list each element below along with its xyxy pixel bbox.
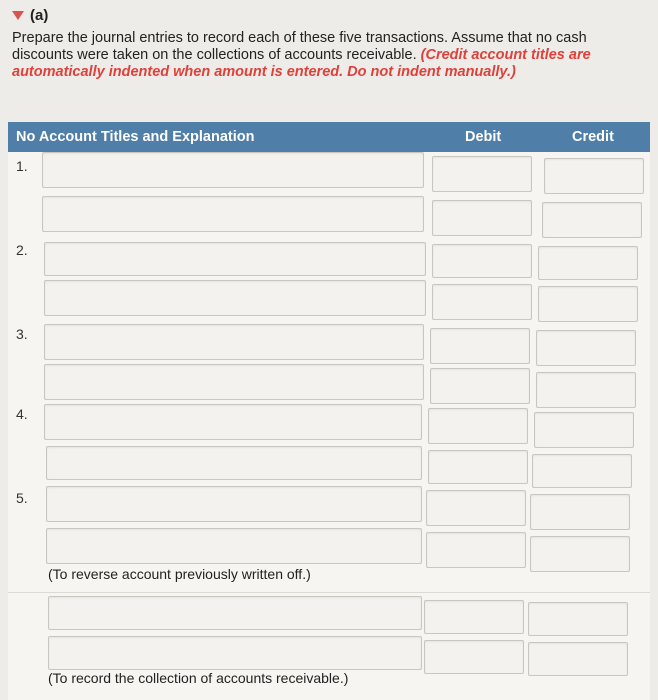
explanation-reverse-write-off: (To reverse account previously written off.) [48, 566, 311, 582]
debit-input-3b[interactable] [430, 368, 530, 404]
account-title-input-4a[interactable] [44, 404, 422, 440]
entry-number-3: 3. [16, 326, 28, 342]
journal-table-header [8, 122, 650, 152]
debit-input-6b[interactable] [424, 640, 524, 674]
entry-number-4: 4. [16, 406, 28, 422]
credit-input-3b[interactable] [536, 372, 636, 408]
credit-input-2a[interactable] [538, 246, 638, 280]
instructions [12, 30, 644, 81]
account-title-input-6b[interactable] [48, 636, 422, 670]
section-label: (a) [30, 6, 49, 24]
entry-number-1: 1. [16, 158, 28, 174]
debit-input-1b[interactable] [432, 200, 532, 236]
debit-input-2b[interactable] [432, 284, 532, 320]
collapse-triangle-icon[interactable] [12, 11, 24, 20]
account-title-input-2b[interactable] [44, 280, 426, 316]
credit-input-3a[interactable] [536, 330, 636, 366]
debit-input-4b[interactable] [428, 450, 528, 484]
debit-input-1a[interactable] [432, 156, 532, 192]
account-title-input-3b[interactable] [44, 364, 424, 400]
debit-input-6a[interactable] [424, 600, 524, 634]
credit-input-5b[interactable] [530, 536, 630, 572]
debit-input-4a[interactable] [428, 408, 528, 444]
indent-note: (Credit account titles are automatically indented when amount is entered. Do not indent manually.) [12, 47, 591, 80]
section-a-toggle[interactable] [12, 4, 644, 26]
debit-input-2a[interactable] [432, 244, 532, 278]
entry-number-2: 2. [16, 242, 28, 258]
account-title-input-5b[interactable] [46, 528, 422, 564]
column-header-credit: Credit [572, 129, 614, 145]
account-title-input-4b[interactable] [46, 446, 422, 480]
credit-input-1a[interactable] [544, 158, 644, 194]
debit-input-5b[interactable] [426, 532, 526, 568]
account-title-input-3a[interactable] [44, 324, 424, 360]
credit-input-5a[interactable] [530, 494, 630, 530]
row-divider [8, 592, 650, 593]
explanation-collection: (To record the collection of accounts receivable.) [48, 670, 349, 686]
credit-input-1b[interactable] [542, 202, 642, 238]
credit-input-4b[interactable] [532, 454, 632, 488]
account-title-input-1a[interactable] [42, 152, 424, 188]
account-title-input-2a[interactable] [44, 242, 426, 276]
entry-number-5: 5. [16, 490, 28, 506]
credit-input-6a[interactable] [528, 602, 628, 636]
question-header [12, 4, 644, 81]
account-title-input-5a[interactable] [46, 486, 422, 522]
credit-input-6b[interactable] [528, 642, 628, 676]
credit-input-4a[interactable] [534, 412, 634, 448]
column-header-debit: Debit [465, 129, 502, 145]
debit-input-3a[interactable] [430, 328, 530, 364]
credit-input-2b[interactable] [538, 286, 638, 322]
account-title-input-6a[interactable] [48, 596, 422, 630]
account-title-input-1b[interactable] [42, 196, 424, 232]
journal-table-body [8, 152, 650, 700]
column-header-account-titles: No Account Titles and Explanation [16, 129, 255, 145]
instructions-text: Prepare the journal entries to record each of these five transactions. Assume that no cash discounts were taken on the collections of accounts receivable. [12, 30, 587, 63]
debit-input-5a[interactable] [426, 490, 526, 526]
